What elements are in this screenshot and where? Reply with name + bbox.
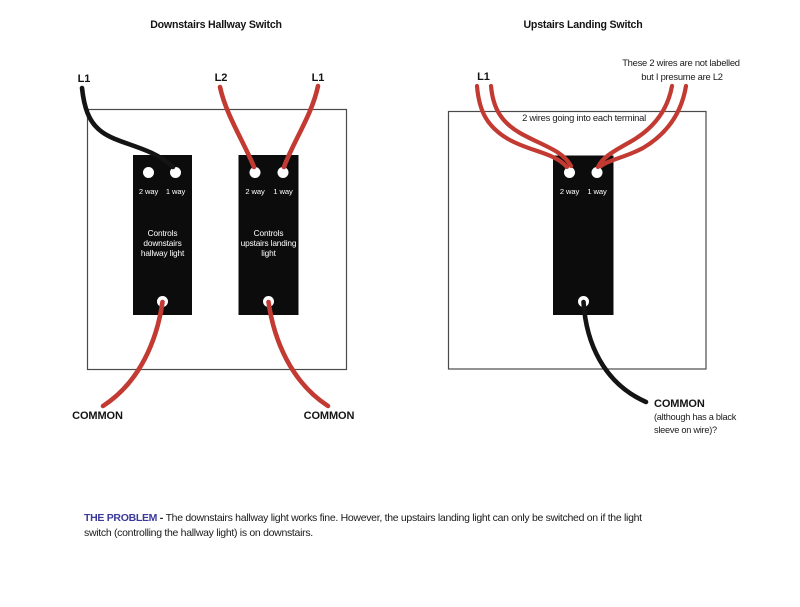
terminal-hole-2way: [564, 167, 575, 178]
upstairs-common-note-line: (although has a black: [654, 412, 737, 422]
left-switch-caption-line: downstairs: [143, 238, 182, 248]
upstairs-common-label: COMMON: [654, 398, 705, 410]
upstairs-l1-label: L1: [477, 71, 490, 83]
problem-separator: -: [157, 512, 166, 524]
terminal-note: 2 wires going into each terminal: [522, 112, 646, 123]
problem-heading: THE PROBLEM: [84, 512, 158, 524]
terminal-label-2way: 2 way: [138, 187, 159, 196]
downstairs-title: Downstairs Hallway Switch: [150, 19, 282, 31]
problem-line: [84, 526, 642, 541]
problem-note: [84, 511, 642, 541]
upstairs-switch-body: [553, 156, 614, 316]
downstairs-wall-plate: [88, 110, 347, 370]
terminal-label-1way: 1 way: [587, 187, 607, 196]
problem-text-line: The downstairs hallway light works fine. However, the upstairs landing light can only be switched on if the light: [165, 512, 642, 524]
terminal-label-1way: 1 way: [165, 187, 186, 196]
common-label-right: COMMON: [303, 410, 355, 422]
right-switch-caption-line: upstairs landing: [240, 238, 297, 248]
left-switch-caption-line: hallway light: [140, 248, 185, 258]
problem-line: [84, 511, 642, 526]
wire-note-line: but I presume are L2: [641, 71, 723, 82]
downstairs-l2-label: L2: [214, 72, 228, 84]
terminal-hole-2way: [143, 167, 154, 178]
common-label-left: COMMON: [72, 410, 123, 422]
upstairs-common-note-line: sleeve on wire)?: [654, 425, 717, 435]
upstairs-title: Upstairs Landing Switch: [523, 19, 643, 31]
terminal-label-2way: 2 way: [245, 187, 265, 196]
left-switch-caption-line: Controls: [147, 228, 178, 238]
right-switch-caption-line: Controls: [253, 228, 284, 238]
downstairs-l1-left-label: L1: [77, 73, 91, 85]
terminal-label-2way: 2 way: [559, 187, 580, 196]
problem-text-line: switch (controlling the hallway light) is on downstairs.: [84, 527, 313, 539]
right-switch-caption-line: light: [261, 248, 276, 258]
wire-note-line: These 2 wires are not labelled: [622, 57, 740, 68]
terminal-label-1way: 1 way: [273, 187, 293, 196]
downstairs-l1-right-label: L1: [311, 72, 325, 84]
